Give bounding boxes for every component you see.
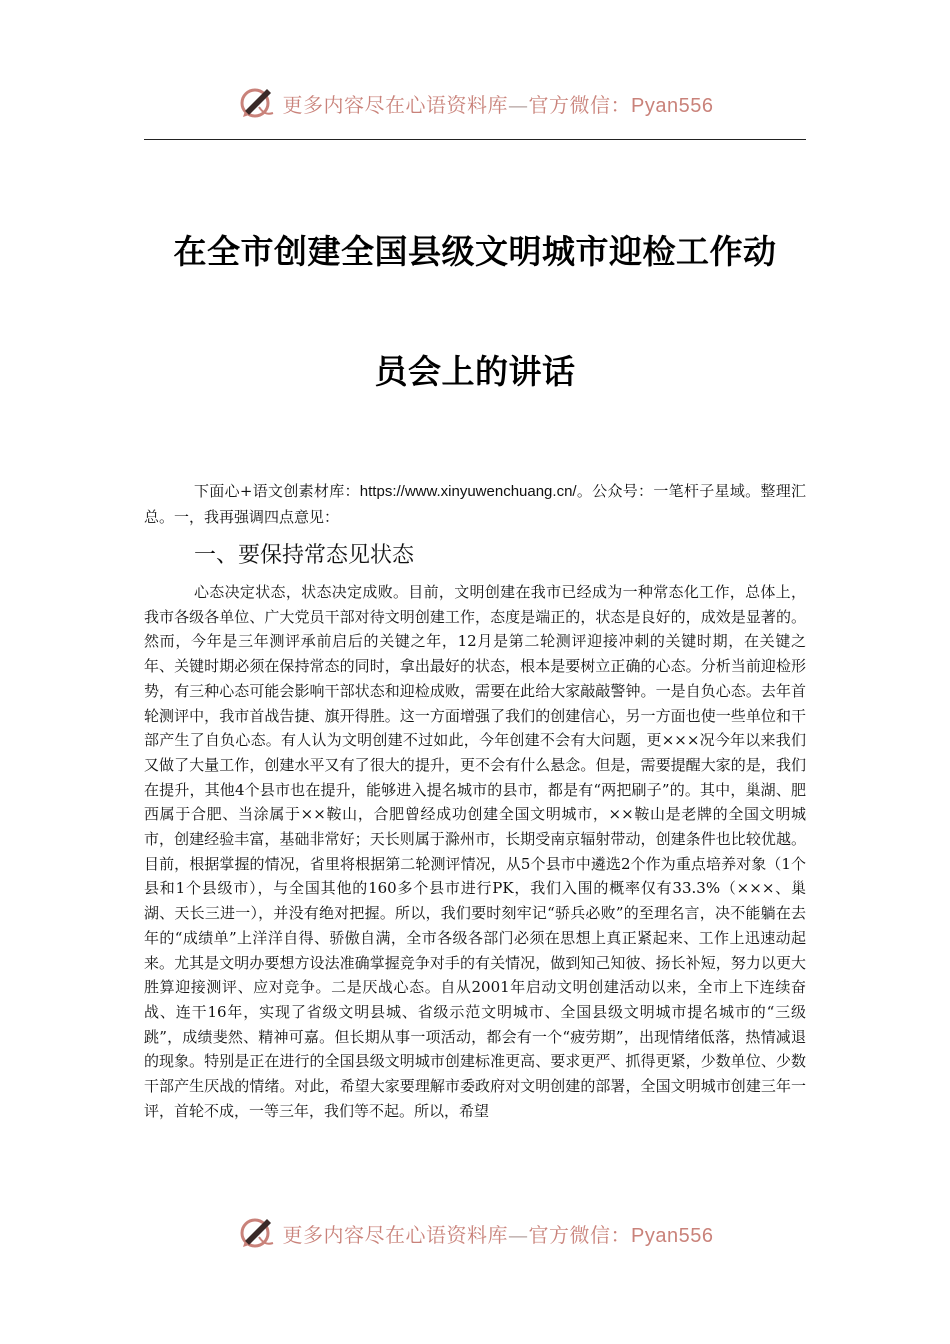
banner-site-text: 更多内容尽在心语资料库: [282, 92, 509, 117]
footer-banner: [0, 1210, 950, 1256]
header-banner: [0, 80, 950, 126]
footer-dash: —: [508, 1222, 529, 1247]
footer-banner-text: [283, 1219, 714, 1248]
document-title-line2: 员会上的讲话: [374, 352, 576, 391]
banner-handle: Pyan556: [631, 94, 714, 117]
body-paragraph: 心态决定状态，状态决定成败。目前，文明创建在我市已经成为一种常态化工作，总体上，我市各级各单位、广大党员干部对待文明创建工作，态度是端正的，状态是良好的，成效是显著的。然而，今年是三年测评承前启后的关键之年，12月是第二轮测评迎接冲刺的关键时期，在关键之年、关键时期必须在保持常态的同时，拿出最好的状态，根本是要树立正确的心态。分析当前迎检形势，有三种心态可能会影响干部状态和迎检成败，需要在此给大家敲敲警钟。一是自负心态。去年首轮测评中，我市首战告捷、旗开得胜。这一方面增强了我们的创建信心，另一方面也使一些单位和干部产生了自负心态。有人认为文明创建不过如此，今年创建不会有大问题，更×××况今年以来我们又做了大量工作，创建水平又有了很大的提升，更不会有什么悬念。但是，需要提醒大家的是，我们在提升，其他4个县市也在提升，能够进入提名城市的县市，都是有“两把刷子”的。其中，巢湖、肥西属于合肥、当涂属于××鞍山，合肥曾经成功创建全国文明城市，××鞍山是老牌的全国文明城市，创建经验丰富，基础非常好；天长则属于滁州市，长期受南京辐射带动，创建条件也比较优越。目前，根据掌握的情况，省里将根据第二轮测评情况，从5个县市中遴选2个作为重点培养对象（1个县和1个县级市），与全国其他的160多个县市进行PK，我们入围的概率仅有33.3%（×××、巢湖、天长三进一），并没有绝对把握。所以，我们要时刻牢记“骄兵必败”的至理名言，决不能躺在去年的“成绩单”上洋洋自得、骄傲自满，全市各级各部门必须在思想上真正紧起来、工作上迅速动起来。尤其是文明办要想方设法准确掌握竞争对手的有关情况，做到知己知彼、扬长补短，努力以更大胜算迎接测评、应对竞争。二是厌战心态。自从2001年启动文明创建活动以来，全市上下连续奋战、连干16年，实现了省级文明县城、省级示范文明城市、全国县级文明城市提名城市的“三级跳”，成绩斐然、精神可嘉。但长期从事一项活动，都会有一个“疲劳期”，出现情绪低落，热情减退的现象。特别是正在进行的全国县级文明城市创建标准更高、要求更严、抓得更紧，少数单位、少数干部产生厌战的情绪。对此，希望大家要理解市委政府对文明创建的部署，全国文明城市创建三年一评，首轮不成，一等三年，我们等不起。所以，希望: [144, 583, 806, 1120]
footer-banner-inner: [237, 1213, 714, 1253]
intro-paragraph: [144, 479, 806, 529]
intro-suffix: 。公众号：一笔杆子星域。整理汇总。一，我再强调四点意见：: [144, 482, 806, 526]
document-title-line1: 在全市创建全国县级文明城市迎检工作动: [173, 232, 777, 271]
banner-text: [283, 89, 714, 118]
section-heading: 一、要保持常态见状态: [194, 543, 415, 568]
pen-logo-icon: [237, 1213, 277, 1253]
banner-wechat-label: 官方微信：: [528, 92, 632, 117]
header-rule: [144, 139, 806, 140]
footer-site-text: 更多内容尽在心语资料库: [282, 1222, 509, 1247]
footer-wechat-label: 官方微信：: [528, 1222, 632, 1247]
banner-inner: [237, 83, 714, 123]
footer-handle: Pyan556: [631, 1224, 714, 1247]
banner-dash: —: [508, 92, 529, 117]
intro-url: https://www.xinyuwenchuang.cn/: [359, 483, 577, 500]
intro-prefix: 下面心+语文创素材库：: [194, 482, 360, 500]
pen-logo-icon: [237, 83, 277, 123]
